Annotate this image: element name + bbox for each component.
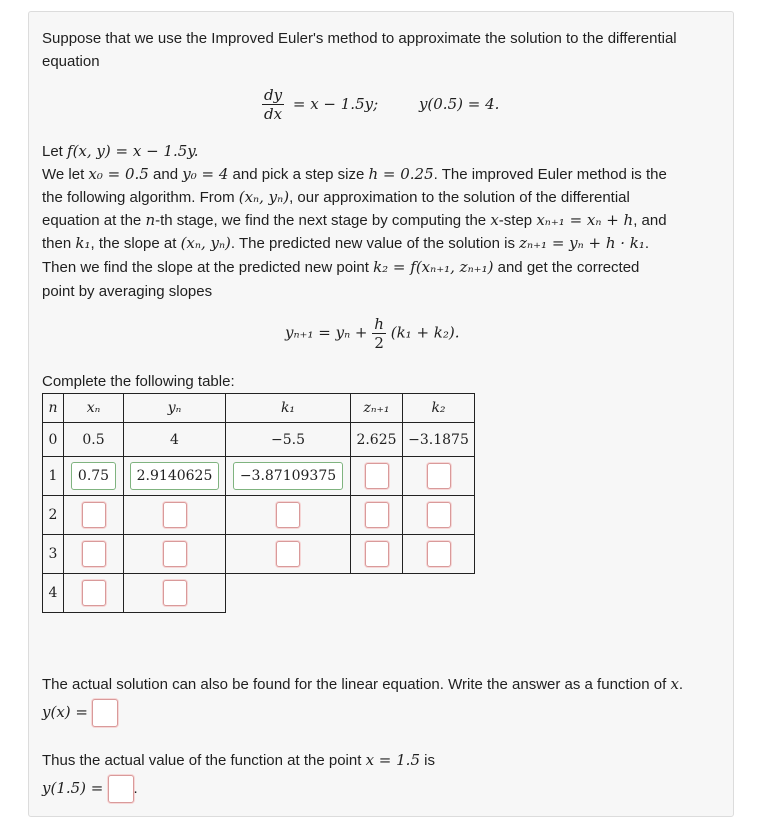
- row0-n: 0: [43, 423, 64, 457]
- row2-k1-input[interactable]: [276, 502, 300, 528]
- row1-x-input[interactable]: 0.75: [71, 462, 116, 490]
- row1-x-cell: [64, 457, 124, 496]
- row1-y-cell: [124, 457, 226, 496]
- intro-line-2: equation: [42, 53, 100, 70]
- ode-rhs: = x − 1.5y;: [292, 94, 379, 113]
- y-at-1-5-input[interactable]: [108, 775, 134, 803]
- y-of-x-label: y(x) =: [42, 702, 88, 721]
- row1-z-input[interactable]: [365, 463, 389, 489]
- row2-x-input[interactable]: [82, 502, 106, 528]
- row1-k2-input[interactable]: [427, 463, 451, 489]
- def-line-6: Then we find the slope at the predicted new point k₂ = f(xₙ₊₁, zₙ₊₁) and get the corrected: [42, 258, 640, 276]
- update-formula: yₙ₊₁ = yₙ + $\frac{h}{2}$ (k₁ + k₂).: [285, 315, 460, 352]
- header-zn1: zₙ₊₁: [351, 394, 403, 423]
- def-line-4: equation at the n-th stage, we find the next stage by computing the x-step xₙ₊₁ = xₙ + h, and: [42, 211, 667, 229]
- actual-solution-row: [42, 699, 118, 727]
- header-yn: yₙ: [124, 394, 226, 423]
- row0-z: 2.625: [351, 423, 403, 457]
- table-row: [43, 496, 475, 535]
- row2-n: 2: [43, 496, 64, 535]
- intro-line-1: Suppose that we use the Improved Euler's method to approximate the solution to the differential: [42, 30, 677, 47]
- row3-y-input[interactable]: [163, 541, 187, 567]
- table-row: [43, 535, 475, 574]
- ode-initial-condition: y(0.5) = 4.: [418, 94, 500, 113]
- table-row: [43, 457, 475, 496]
- row3-z-input[interactable]: [365, 541, 389, 567]
- row1-k1-input[interactable]: −3.87109375: [233, 462, 343, 490]
- def-line-1: Let f(x, y) = x − 1.5y.: [42, 142, 199, 160]
- actual-solution-text: The actual solution can also be found for the linear equation. Write the answer as a function of x.: [42, 675, 684, 693]
- h-over-2-fraction: $\frac{h}{2}$: [374, 315, 384, 352]
- improved-euler-table: [42, 393, 475, 613]
- row4-y-input[interactable]: [163, 580, 187, 606]
- row3-k1-input[interactable]: [276, 541, 300, 567]
- header-k2: k₂: [403, 394, 475, 423]
- row0-k1: −5.5: [226, 423, 351, 457]
- row1-y-input[interactable]: 2.9140625: [130, 462, 220, 490]
- y-at-1-5-label: y(1.5) =: [42, 778, 104, 797]
- row2-k2-input[interactable]: [427, 502, 451, 528]
- row1-k1-cell: [226, 457, 351, 496]
- table-header-row: [43, 394, 475, 423]
- table-prompt: Complete the following table:: [42, 373, 235, 390]
- row2-z-input[interactable]: [365, 502, 389, 528]
- table-row: [43, 574, 475, 613]
- row1-n: 1: [43, 457, 64, 496]
- value-at-point-text: Thus the actual value of the function at the point x = 1.5 is: [42, 751, 435, 769]
- row4-n: 4: [43, 574, 64, 613]
- row0-x: 0.5: [64, 423, 124, 457]
- table-row: [43, 423, 475, 457]
- row1-k2-cell: [403, 457, 475, 496]
- row1-z-cell: [351, 457, 403, 496]
- value-at-point-row: y(1.5) = .: [42, 775, 138, 803]
- header-k1: k₁: [226, 394, 351, 423]
- ode-equation: [262, 86, 499, 123]
- row3-k2-input[interactable]: [427, 541, 451, 567]
- header-n: n: [43, 394, 64, 423]
- def-line-7: point by averaging slopes: [42, 283, 213, 300]
- def-line-5: then k₁, the slope at (xₙ, yₙ). The predicted new value of the solution is zₙ₊₁ = yₙ + h · k₁.: [42, 234, 650, 252]
- row4-x-input[interactable]: [82, 580, 106, 606]
- y-of-x-input[interactable]: [92, 699, 118, 727]
- def-line-3: the following algorithm. From (xₙ, yₙ), our approximation to the solution of the differential: [42, 188, 630, 206]
- row2-y-input[interactable]: [163, 502, 187, 528]
- row3-x-input[interactable]: [82, 541, 106, 567]
- header-xn: xₙ: [64, 394, 124, 423]
- dy-dx-fraction: $\frac{dy}{dx}$: [264, 86, 283, 123]
- def-line-2: We let x₀ = 0.5 and y₀ = 4 and pick a step size h = 0.25. The improved Euler method is the: [42, 165, 667, 183]
- row0-k2: −3.1875: [403, 423, 475, 457]
- row3-n: 3: [43, 535, 64, 574]
- row0-y: 4: [124, 423, 226, 457]
